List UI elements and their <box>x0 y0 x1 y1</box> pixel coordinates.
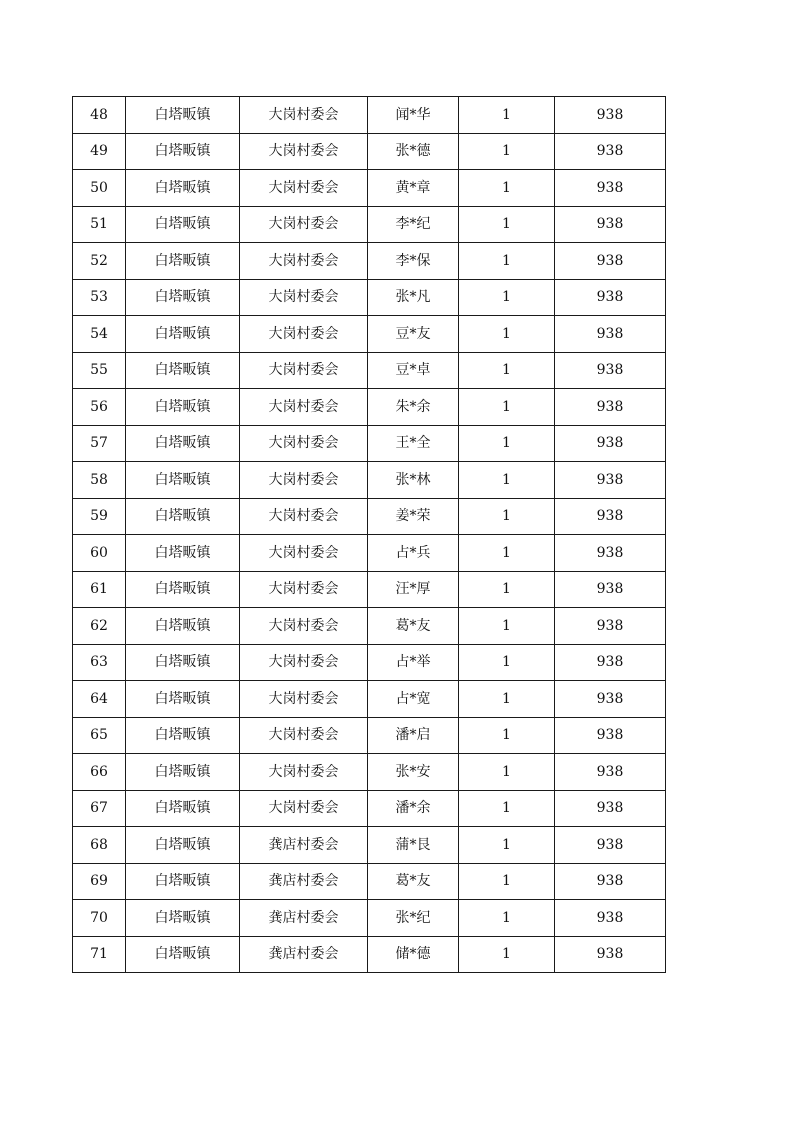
cell-count: 1 <box>459 243 555 280</box>
cell-town: 白塔畈镇 <box>126 790 240 827</box>
cell-count: 1 <box>459 316 555 353</box>
cell-count: 1 <box>459 535 555 572</box>
cell-village-committee: 大岗村委会 <box>240 425 368 462</box>
table-row <box>73 571 666 608</box>
cell-count: 1 <box>459 170 555 207</box>
table-row <box>73 535 666 572</box>
table-row <box>73 900 666 937</box>
cell-village-committee: 大岗村委会 <box>240 608 368 645</box>
cell-village-committee: 大岗村委会 <box>240 133 368 170</box>
table-row <box>73 206 666 243</box>
cell-person-name: 闻*华 <box>368 97 459 134</box>
cell-person-name: 张*德 <box>368 133 459 170</box>
cell-amount: 938 <box>555 571 666 608</box>
cell-town: 白塔畈镇 <box>126 279 240 316</box>
cell-count: 1 <box>459 681 555 718</box>
cell-person-name: 张*林 <box>368 462 459 499</box>
cell-count: 1 <box>459 389 555 426</box>
cell-count: 1 <box>459 644 555 681</box>
cell-person-name: 葛*友 <box>368 608 459 645</box>
table-row <box>73 97 666 134</box>
cell-person-name: 张*安 <box>368 754 459 791</box>
cell-row-number: 62 <box>73 608 126 645</box>
cell-row-number: 55 <box>73 352 126 389</box>
cell-person-name: 张*凡 <box>368 279 459 316</box>
cell-row-number: 54 <box>73 316 126 353</box>
cell-person-name: 李*保 <box>368 243 459 280</box>
cell-count: 1 <box>459 206 555 243</box>
cell-amount: 938 <box>555 535 666 572</box>
table-row <box>73 170 666 207</box>
cell-town: 白塔畈镇 <box>126 133 240 170</box>
cell-village-committee: 龚店村委会 <box>240 863 368 900</box>
cell-village-committee: 大岗村委会 <box>240 206 368 243</box>
cell-count: 1 <box>459 827 555 864</box>
cell-count: 1 <box>459 571 555 608</box>
cell-amount: 938 <box>555 389 666 426</box>
table-row <box>73 717 666 754</box>
cell-person-name: 黄*章 <box>368 170 459 207</box>
cell-town: 白塔畈镇 <box>126 352 240 389</box>
cell-town: 白塔畈镇 <box>126 681 240 718</box>
table-row <box>73 279 666 316</box>
table-row <box>73 608 666 645</box>
table-row <box>73 863 666 900</box>
cell-count: 1 <box>459 462 555 499</box>
cell-amount: 938 <box>555 790 666 827</box>
cell-person-name: 储*德 <box>368 936 459 973</box>
cell-town: 白塔畈镇 <box>126 900 240 937</box>
cell-row-number: 61 <box>73 571 126 608</box>
cell-village-committee: 大岗村委会 <box>240 571 368 608</box>
cell-person-name: 张*纪 <box>368 900 459 937</box>
cell-row-number: 63 <box>73 644 126 681</box>
cell-village-committee: 大岗村委会 <box>240 644 368 681</box>
cell-person-name: 姜*荣 <box>368 498 459 535</box>
cell-village-committee: 大岗村委会 <box>240 279 368 316</box>
cell-amount: 938 <box>555 827 666 864</box>
cell-amount: 938 <box>555 352 666 389</box>
cell-village-committee: 大岗村委会 <box>240 389 368 426</box>
cell-count: 1 <box>459 717 555 754</box>
cell-village-committee: 大岗村委会 <box>240 97 368 134</box>
cell-village-committee: 大岗村委会 <box>240 352 368 389</box>
cell-person-name: 朱*余 <box>368 389 459 426</box>
cell-town: 白塔畈镇 <box>126 863 240 900</box>
cell-person-name: 葛*友 <box>368 863 459 900</box>
table-row <box>73 790 666 827</box>
cell-person-name: 占*宽 <box>368 681 459 718</box>
cell-row-number: 51 <box>73 206 126 243</box>
cell-amount: 938 <box>555 644 666 681</box>
cell-row-number: 59 <box>73 498 126 535</box>
cell-town: 白塔畈镇 <box>126 535 240 572</box>
cell-town: 白塔畈镇 <box>126 462 240 499</box>
cell-amount: 938 <box>555 462 666 499</box>
cell-amount: 938 <box>555 97 666 134</box>
table-row <box>73 936 666 973</box>
table-row <box>73 644 666 681</box>
cell-town: 白塔畈镇 <box>126 936 240 973</box>
cell-village-committee: 龚店村委会 <box>240 936 368 973</box>
cell-row-number: 70 <box>73 900 126 937</box>
cell-count: 1 <box>459 754 555 791</box>
cell-row-number: 71 <box>73 936 126 973</box>
cell-row-number: 64 <box>73 681 126 718</box>
cell-person-name: 李*纪 <box>368 206 459 243</box>
cell-town: 白塔畈镇 <box>126 97 240 134</box>
cell-amount: 938 <box>555 316 666 353</box>
cell-village-committee: 龚店村委会 <box>240 900 368 937</box>
cell-town: 白塔畈镇 <box>126 827 240 864</box>
table-row <box>73 498 666 535</box>
cell-row-number: 58 <box>73 462 126 499</box>
cell-village-committee: 大岗村委会 <box>240 681 368 718</box>
cell-amount: 938 <box>555 425 666 462</box>
cell-person-name: 潘*启 <box>368 717 459 754</box>
cell-row-number: 52 <box>73 243 126 280</box>
cell-village-committee: 大岗村委会 <box>240 243 368 280</box>
cell-village-committee: 大岗村委会 <box>240 754 368 791</box>
cell-row-number: 60 <box>73 535 126 572</box>
roster-table-body <box>73 97 666 973</box>
cell-amount: 938 <box>555 936 666 973</box>
cell-amount: 938 <box>555 863 666 900</box>
cell-count: 1 <box>459 863 555 900</box>
cell-amount: 938 <box>555 133 666 170</box>
cell-person-name: 蒲*艮 <box>368 827 459 864</box>
cell-town: 白塔畈镇 <box>126 389 240 426</box>
cell-village-committee: 大岗村委会 <box>240 790 368 827</box>
cell-count: 1 <box>459 97 555 134</box>
cell-village-committee: 大岗村委会 <box>240 316 368 353</box>
table-row <box>73 827 666 864</box>
cell-count: 1 <box>459 900 555 937</box>
cell-amount: 938 <box>555 681 666 718</box>
cell-town: 白塔畈镇 <box>126 754 240 791</box>
cell-town: 白塔畈镇 <box>126 206 240 243</box>
cell-village-committee: 大岗村委会 <box>240 462 368 499</box>
cell-amount: 938 <box>555 498 666 535</box>
cell-town: 白塔畈镇 <box>126 170 240 207</box>
cell-town: 白塔畈镇 <box>126 316 240 353</box>
cell-row-number: 67 <box>73 790 126 827</box>
cell-town: 白塔畈镇 <box>126 425 240 462</box>
cell-amount: 938 <box>555 900 666 937</box>
cell-person-name: 王*全 <box>368 425 459 462</box>
cell-town: 白塔畈镇 <box>126 644 240 681</box>
cell-row-number: 53 <box>73 279 126 316</box>
cell-town: 白塔畈镇 <box>126 571 240 608</box>
cell-row-number: 57 <box>73 425 126 462</box>
cell-count: 1 <box>459 936 555 973</box>
cell-town: 白塔畈镇 <box>126 608 240 645</box>
cell-count: 1 <box>459 498 555 535</box>
cell-town: 白塔畈镇 <box>126 717 240 754</box>
cell-person-name: 豆*卓 <box>368 352 459 389</box>
cell-row-number: 56 <box>73 389 126 426</box>
cell-count: 1 <box>459 279 555 316</box>
roster-table <box>72 96 666 973</box>
cell-village-committee: 大岗村委会 <box>240 498 368 535</box>
table-row <box>73 681 666 718</box>
table-row <box>73 754 666 791</box>
table-row <box>73 133 666 170</box>
cell-person-name: 豆*友 <box>368 316 459 353</box>
cell-town: 白塔畈镇 <box>126 243 240 280</box>
cell-amount: 938 <box>555 170 666 207</box>
cell-amount: 938 <box>555 754 666 791</box>
cell-amount: 938 <box>555 279 666 316</box>
cell-count: 1 <box>459 425 555 462</box>
table-row <box>73 243 666 280</box>
cell-town: 白塔畈镇 <box>126 498 240 535</box>
cell-village-committee: 大岗村委会 <box>240 535 368 572</box>
cell-amount: 938 <box>555 243 666 280</box>
cell-village-committee: 大岗村委会 <box>240 717 368 754</box>
cell-row-number: 48 <box>73 97 126 134</box>
cell-village-committee: 龚店村委会 <box>240 827 368 864</box>
table-row <box>73 389 666 426</box>
cell-count: 1 <box>459 790 555 827</box>
cell-person-name: 汪*厚 <box>368 571 459 608</box>
table-row <box>73 462 666 499</box>
cell-row-number: 65 <box>73 717 126 754</box>
cell-village-committee: 大岗村委会 <box>240 170 368 207</box>
cell-row-number: 49 <box>73 133 126 170</box>
cell-count: 1 <box>459 352 555 389</box>
cell-person-name: 占*举 <box>368 644 459 681</box>
table-row <box>73 425 666 462</box>
cell-amount: 938 <box>555 206 666 243</box>
cell-amount: 938 <box>555 717 666 754</box>
cell-person-name: 占*兵 <box>368 535 459 572</box>
cell-row-number: 66 <box>73 754 126 791</box>
cell-count: 1 <box>459 133 555 170</box>
cell-row-number: 68 <box>73 827 126 864</box>
cell-row-number: 50 <box>73 170 126 207</box>
cell-row-number: 69 <box>73 863 126 900</box>
table-row <box>73 316 666 353</box>
cell-count: 1 <box>459 608 555 645</box>
table-row <box>73 352 666 389</box>
cell-person-name: 潘*余 <box>368 790 459 827</box>
cell-amount: 938 <box>555 608 666 645</box>
